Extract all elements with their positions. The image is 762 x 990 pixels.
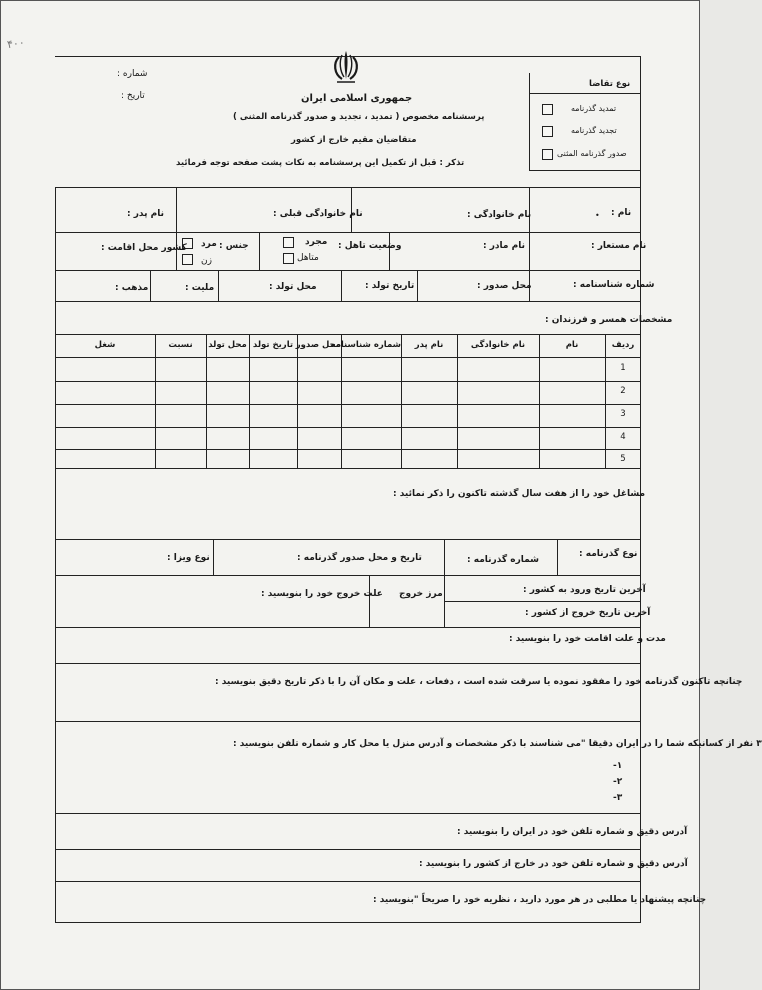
request-option-renew: تمدید گذرنامه: [571, 104, 617, 113]
emblem-icon: [327, 47, 365, 89]
col-last-name: نام خانوادگی: [470, 340, 526, 350]
reference-line-2: -۲: [613, 777, 623, 787]
gender-label: جنس :: [219, 241, 249, 251]
col-father-name: نام پدر: [414, 340, 444, 350]
last-exit-label: آخرین تاریخ خروج از کشور :: [525, 608, 651, 618]
checkbox-female[interactable]: [182, 254, 193, 265]
birth-place-label: محل تولد :: [269, 282, 317, 292]
request-type-title: نوع تقاضا: [589, 79, 631, 89]
row-number-5: 5: [620, 454, 626, 464]
stay-duration-question: مدت و علت اقامت خود را بنویسید :: [509, 634, 666, 644]
number-label: شماره :: [117, 69, 148, 79]
margin-note: ۴۰۰: [6, 35, 26, 52]
col-birth-date: تاریخ تولد: [252, 340, 294, 350]
checkbox-duplicate[interactable]: [542, 149, 553, 160]
last-entry-label: آخرین تاریخ ورود به کشور :: [523, 585, 646, 595]
residence-country-label: کشور محل اقامت :: [101, 243, 187, 253]
abroad-address-question: آدرس دقیق و شماره تلفن خود در خارج از کشور را بنویسید :: [419, 859, 688, 869]
mother-name-label: نام مادر :: [483, 241, 525, 251]
exit-border-label: مرز خروج: [399, 589, 443, 599]
last-name-label: نام خانوادگی :: [467, 210, 532, 220]
occupation-question: مشاغل خود را از هفت سال گذشته تاکنون را ذکر نمائید :: [393, 489, 646, 499]
row-number-3: 3: [620, 409, 626, 419]
married-label: متاهل: [297, 253, 319, 263]
col-name: نام: [565, 340, 579, 350]
reference-line-3: -۳: [613, 793, 623, 803]
reference-line-1: -۱: [613, 761, 623, 771]
form-note: تذکر : قبل از تکمیل این پرسشنامه به نکات پشت صفحه توجه فرمائید: [176, 158, 465, 168]
row-number-2: 2: [620, 386, 626, 396]
request-option-reissue: تجدید گذرنامه: [571, 126, 617, 135]
female-label: زن: [201, 256, 212, 266]
request-option-duplicate: صدور گذرنامه المثنی: [557, 149, 627, 158]
id-number-label: شماره شناسنامه :: [573, 280, 655, 290]
iran-address-question: آدرس دقیق و شماره تلفن خود در ایران را بنویسید :: [457, 827, 688, 837]
col-occupation: شغل: [94, 340, 116, 350]
exit-reason-label: علت خروج خود را بنویسید :: [261, 589, 383, 599]
row-number-1: 1: [620, 363, 626, 373]
birth-date-label: تاریخ تولد :: [365, 281, 415, 291]
male-label: مرد: [201, 239, 217, 249]
nationality-label: ملیت :: [185, 283, 215, 293]
ink-dot: •: [595, 211, 600, 220]
father-name-label: نام پدر :: [127, 209, 164, 219]
form-subtitle: متقاضیان مقیم خارج از کشور: [291, 135, 417, 145]
religion-label: مذهب :: [115, 283, 149, 293]
marital-status-label: وضعیت تاهل :: [338, 241, 402, 251]
col-id-number: شماره شناسنامه: [330, 340, 401, 350]
date-label: تاریخ :: [121, 91, 145, 101]
col-birth-place: محل تولد: [208, 340, 247, 350]
checkbox-married[interactable]: [283, 253, 294, 264]
issue-place-label: محل صدور :: [477, 281, 532, 291]
lost-passport-question: چنانچه تاکنون گذرنامه خود را مفقود نموده یا سرقت شده است ، دفعات ، علت و مکان آن را با ذکر تاریخ دقیق بنویسید :: [215, 677, 743, 687]
checkbox-renew[interactable]: [542, 104, 553, 115]
passport-type-label: نوع گذرنامه :: [579, 549, 638, 559]
visa-type-label: نوع ویزا :: [167, 553, 210, 563]
passport-number-label: شماره گذرنامه :: [467, 555, 540, 565]
remarks-question: چنانچه پیشنهاد یا مطلبی در هر مورد دارید ، نظریه خود را صریحاً "بنویسید :: [373, 895, 707, 905]
checkbox-single[interactable]: [283, 237, 294, 248]
passport-issue-label: تاریخ و محل صدور گذرنامه :: [297, 553, 422, 563]
first-name-label: نام :: [611, 208, 632, 218]
col-row-number: ردیف: [611, 340, 635, 350]
form-title: پرسشنامه مخصوص ( تمدید ، تجدید و صدور گذرنامه المثنی ): [233, 112, 485, 122]
single-label: مجرد: [305, 237, 328, 247]
row-number-4: 4: [620, 432, 626, 442]
col-relation: نسبت: [168, 340, 193, 350]
republic-title: جمهوری اسلامی ایران: [301, 93, 413, 104]
prev-last-name-label: نام خانوادگی قبلی :: [273, 209, 363, 219]
previous-name-label: نام مستعار :: [591, 241, 647, 251]
col-issue-place: محل صدور: [295, 340, 341, 350]
family-section-title: مشخصات همسر و فرزندان :: [545, 315, 673, 325]
checkbox-reissue[interactable]: [542, 126, 553, 137]
references-question: ۳ نفر از کسانیکه شما را در ایران دقیقا "می شناسند با ذکر مشخصات و آدرس منزل یا محل کار و شماره تلفن بنویسید :: [233, 739, 762, 749]
